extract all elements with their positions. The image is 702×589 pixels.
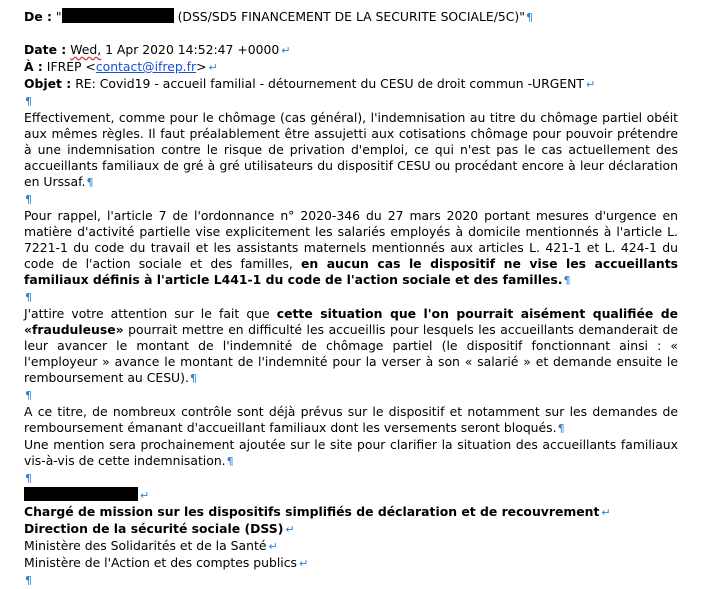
line-break-icon: ↵ xyxy=(586,78,596,91)
email-document xyxy=(24,8,678,589)
date-value: 1 Apr 2020 14:52:47 +0000 xyxy=(101,42,280,57)
paragraph-mark-icon: ¶ xyxy=(189,372,197,385)
line-break-icon: ↵ xyxy=(281,44,291,57)
signature-ministry-2: Ministère de l'Action et des comptes publics ↵ xyxy=(24,555,309,570)
paragraph-mark-icon: ¶ xyxy=(563,274,571,287)
line-break-icon: ↵ xyxy=(299,557,309,570)
paragraph-mark-icon: ¶ xyxy=(25,291,32,304)
body-paragraph-3: J'attire votre attention sur le fait que cette situation que l'on pourrait aisément qualifiée de «frauduleuse» pourrait mettre en difficulté les accueillis pour lesquels les accueillants demanderait de leur avancer le montant de l'indemnité de chômage partiel (le dispositif fonctionnant ainsi : « l'employeur » avance le montant de l'indemnité pour la verser à son « salarié » et demande ensuite le remboursement au CESU).¶ xyxy=(24,306,678,385)
date-label: Date : xyxy=(24,42,67,57)
header-to: À : IFREP <contact@ifrep.fr> ↵ xyxy=(24,59,218,74)
paragraph-mark-icon: ¶ xyxy=(557,422,565,435)
header-date xyxy=(24,42,678,59)
paragraph-mark-icon: ¶ xyxy=(86,176,94,189)
body-paragraph-2: Pour rappel, l'article 7 de l'ordonnance n° 2020-346 du 27 mars 2020 portant mesures d'urgence en matière d'activité partielle vise explicitement les salariés employés à domicile mentionnés à l'article L. 7221-1 du code du travail et les assistants maternels mentionnés aux articles L. 421-1 et L. 424-1 du code de l'action sociale et des familles, en aucun cas le dispositif ne vise les accueillants familiaux définis à l'article L441-1 du code de l'action sociale et des familles.¶ xyxy=(24,208,678,287)
signature-direction: Direction de la sécurité sociale (DSS) ↵ xyxy=(24,521,295,536)
paragraph-mark-icon: ¶ xyxy=(25,389,32,402)
line-break-icon: ↵ xyxy=(140,489,150,502)
paragraph-mark-icon: ¶ xyxy=(226,455,234,468)
contact-email-link[interactable]: contact@ifrep.fr xyxy=(95,59,197,74)
body-paragraph-5: Une mention sera prochainement ajoutée sur le site pour clarifier la situation des accueillants familiaux vis-à-vis de cette indemnisation.¶ xyxy=(24,437,678,468)
signature-ministry-1: Ministère des Solidarités et de la Santé ↵ xyxy=(24,538,278,553)
from-label: De : xyxy=(24,9,52,24)
to-label: À : xyxy=(24,59,43,74)
subject-value: RE: Covid19 - accueil familial - détournement du CESU de droit commun -URGENT xyxy=(71,76,584,91)
paragraph-mark-icon: ¶ xyxy=(25,95,32,108)
subject-label: Objet : xyxy=(24,76,72,91)
signature-role: Chargé de mission sur les dispositifs simplifiés de déclaration et de recouvrement ↵ xyxy=(24,504,611,519)
paragraph-mark-icon: ¶ xyxy=(25,574,32,587)
signature-name xyxy=(24,487,678,504)
redacted-signatory-name xyxy=(24,487,138,501)
paragraph-mark-icon: ¶ xyxy=(25,193,32,206)
line-break-icon: ↵ xyxy=(285,523,295,536)
header-subject xyxy=(24,76,678,93)
body-paragraph-4: A ce titre, de nombreux contrôle sont déjà prévus sur le dispositif et notamment sur les demandes de remboursement émanant d'accueillant familiaux dont les versements seront bloqués.¶ xyxy=(24,404,678,435)
paragraph-mark-icon: ¶ xyxy=(25,472,32,485)
paragraph-mark-icon: ¶ xyxy=(525,11,533,24)
redacted-sender-name xyxy=(62,8,174,23)
line-break-icon: ↵ xyxy=(268,540,278,553)
from-organization: (DSS/SD5 FINANCEMENT DE LA SECURITE SOCIALE/5C)" xyxy=(173,9,525,24)
body-paragraph-1: Effectivement, comme pour le chômage (cas général), l'indemnisation au titre du chômage partiel obéit aux mêmes règles. Il faut préalablement être assujetti aux cotisations chômage pour pouvoir prétendre à une indemnisation contre le risque de privation d'emploi, ce qui n'est pas le cas actuellement des accueillants familiaux de gré à gré utilisateurs du dispositif CESU ou procédant encore à leur déclaration en Urssaf.¶ xyxy=(24,110,678,189)
date-day: Wed, xyxy=(70,42,102,57)
line-break-icon: ↵ xyxy=(601,506,611,519)
header-from: De : " (DSS/SD5 FINANCEMENT DE LA SECURITE SOCIALE/5C)"¶ xyxy=(24,9,533,24)
line-break-icon: ↵ xyxy=(208,61,218,74)
